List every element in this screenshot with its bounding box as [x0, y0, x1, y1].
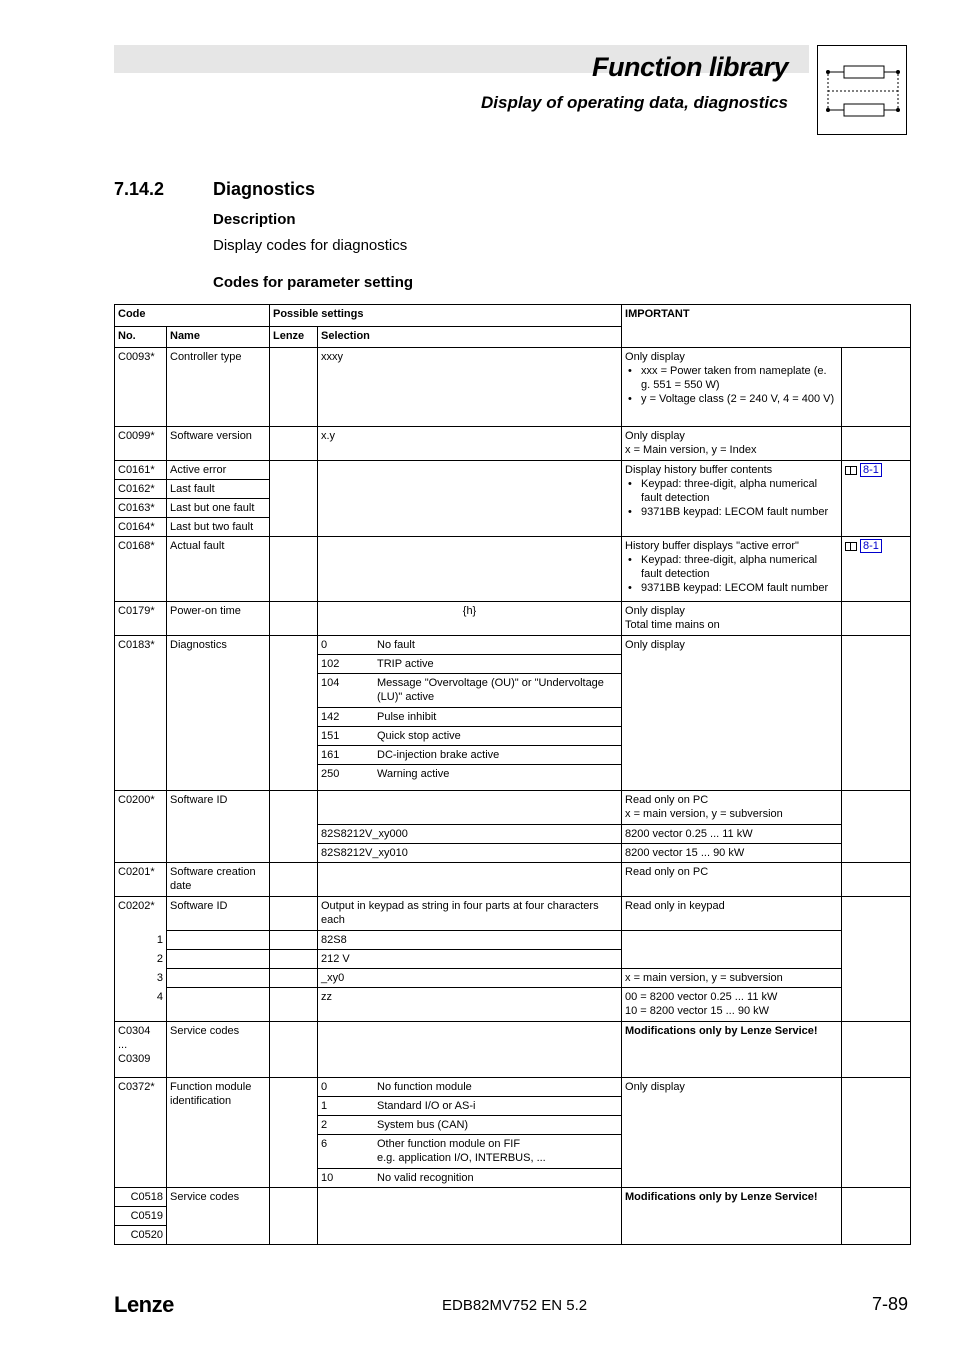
important-text: 10 = 8200 vector 15 ... 90 kW — [625, 1005, 770, 1017]
code-name: Actual fault — [167, 537, 270, 602]
option-value: 2 — [321, 1119, 328, 1131]
selection: 82S8212V_xy010 — [318, 844, 622, 863]
option-note: e.g. application I/O, INTERBUS, ... — [377, 1152, 546, 1164]
selection-option — [318, 1135, 622, 1169]
page-title: Function library — [591, 52, 788, 82]
table-row — [115, 897, 911, 931]
code-name — [167, 969, 270, 988]
table-row — [115, 988, 911, 1022]
header-name: Name — [167, 327, 270, 348]
important-text: Only display — [625, 430, 685, 442]
lenze-value — [270, 537, 318, 602]
code-no: C0161* — [115, 461, 167, 480]
selection-option — [318, 655, 622, 674]
header-no: No. — [115, 327, 167, 348]
subcode-no: 1 — [115, 931, 167, 950]
reference-cell — [842, 1078, 911, 1188]
option-text: System bus (CAN) — [377, 1119, 469, 1131]
selection — [318, 863, 622, 897]
description-text: Display codes for diagnostics — [213, 237, 408, 254]
selection-option — [318, 727, 622, 746]
important-cell — [622, 537, 842, 602]
option-text: Warning active — [377, 768, 450, 780]
code-name: Service codes — [167, 1022, 270, 1078]
lenze-value — [270, 1188, 318, 1245]
bullet-item: • y = Voltage class (2 = 240 V, 4 = 400 V) — [625, 392, 838, 406]
option-text: Other function module on FIF — [377, 1138, 521, 1150]
document-id: EDB82MV752 EN 5.2 — [442, 1297, 588, 1314]
selection — [318, 1022, 622, 1078]
lenze-value — [270, 897, 318, 931]
code-name: Software ID — [167, 791, 270, 863]
important-cell: Read only on PC — [622, 863, 842, 897]
selection-option — [318, 1078, 622, 1097]
important-text: Display history buffer contents — [625, 464, 773, 476]
option-text: Standard I/O or AS-i — [377, 1100, 476, 1112]
subcode-no: 4 — [115, 988, 167, 1022]
selection-option — [318, 636, 622, 655]
important-text: 8200 vector 0.25 ... 11 kW — [622, 825, 842, 844]
option-value: 0 — [321, 1081, 328, 1093]
description-heading: Description — [213, 211, 296, 228]
option-text: TRIP active — [377, 658, 434, 670]
header-code: Code — [115, 305, 270, 327]
important-text: 00 = 8200 vector 0.25 ... 11 kW — [625, 991, 778, 1003]
code-name — [167, 950, 270, 969]
important-cell — [622, 931, 842, 969]
important-cell: Read only in keypad — [622, 897, 842, 931]
important-cell — [622, 791, 842, 825]
important-cell — [622, 602, 842, 636]
reference-cell — [842, 602, 911, 636]
reference-cell — [842, 348, 911, 427]
lenze-value — [270, 863, 318, 897]
page-reference[interactable] — [845, 464, 882, 476]
code-name: Power-on time — [167, 602, 270, 636]
selection — [318, 1188, 622, 1245]
lenze-value — [270, 348, 318, 427]
page-reference[interactable] — [845, 540, 882, 552]
option-value: 104 — [321, 677, 340, 689]
code-name: Service codes — [167, 1188, 270, 1245]
code-no — [115, 1022, 167, 1078]
code-no: C0200* — [115, 791, 167, 863]
bullet-item: • xxx = Power taken from nameplate (e. g. 551 = 550 W) — [625, 364, 838, 392]
lenze-value — [270, 950, 318, 969]
code-no-end: C0309 — [118, 1053, 151, 1065]
table-row — [115, 1188, 911, 1207]
code-no: C0168* — [115, 537, 167, 602]
selection-option — [318, 1097, 622, 1116]
code-no: C0164* — [115, 518, 167, 537]
selection — [318, 537, 622, 602]
important-cell: Modifications only by Lenze Service! — [622, 1188, 842, 1245]
subcode-no: 2 — [115, 950, 167, 969]
code-no: C0093* — [115, 348, 167, 427]
bullet-item: • Keypad: three-digit, alpha numerical fault detection — [625, 553, 838, 581]
page-number: 7-89 — [871, 1294, 908, 1314]
table-row — [115, 537, 911, 602]
selection: Output in keypad as string in four parts at four characters each — [318, 897, 622, 931]
table-row — [115, 1022, 911, 1078]
selection-option — [318, 674, 622, 708]
option-text: Quick stop active — [377, 730, 461, 742]
code-name: Last but two fault — [167, 518, 270, 537]
selection: {h} — [318, 602, 622, 636]
important-cell: Only display — [622, 636, 842, 791]
option-value: 1 — [321, 1100, 328, 1112]
book-icon — [845, 542, 857, 551]
code-no: C0519 — [115, 1207, 167, 1226]
table-row — [115, 461, 911, 480]
lenze-value — [270, 931, 318, 950]
reference-cell — [842, 897, 911, 1022]
option-value: 6 — [321, 1138, 328, 1150]
important-text: x = main version, y = subversion — [622, 969, 842, 988]
bullet-item: • 9371BB keypad: LECOM fault number — [625, 581, 838, 595]
selection: 212 V — [318, 950, 622, 969]
header-selection: Selection — [318, 327, 622, 348]
code-name: Diagnostics — [167, 636, 270, 791]
code-no: C0099* — [115, 427, 167, 461]
option-value: 250 — [321, 768, 340, 780]
lenze-value — [270, 988, 318, 1022]
option-value: 151 — [321, 730, 340, 742]
selection: _xy0 — [318, 969, 622, 988]
option-text: Message "Overvoltage (OU)" or "Undervoltage (LU)" active — [377, 677, 604, 703]
important-text: Only display — [625, 351, 685, 363]
code-name: Controller type — [167, 348, 270, 427]
table-row — [115, 427, 911, 461]
option-text: No function module — [377, 1081, 472, 1093]
important-cell — [622, 348, 842, 427]
code-name — [167, 931, 270, 950]
header-lenze: Lenze — [270, 327, 318, 348]
selection — [318, 791, 622, 825]
lenze-value — [270, 791, 318, 863]
codes-heading: Codes for parameter setting — [213, 274, 414, 291]
selection: 82S8 — [318, 931, 622, 950]
lenze-value — [270, 1078, 318, 1188]
important-cell — [622, 988, 842, 1022]
codes-table — [114, 304, 911, 1245]
option-text: Pulse inhibit — [377, 711, 437, 723]
selection — [318, 461, 622, 537]
option-text: No fault — [377, 639, 415, 651]
table-row — [115, 791, 911, 825]
code-no: C0520 — [115, 1226, 167, 1245]
code-name — [167, 988, 270, 1022]
code-name: Software ID — [167, 897, 270, 931]
important-text: History buffer displays "active error" — [625, 540, 799, 552]
reference-link[interactable]: 8-1 — [860, 539, 882, 553]
code-no-range: ... — [118, 1039, 128, 1051]
lenze-value — [270, 636, 318, 791]
reference-cell — [842, 1022, 911, 1078]
code-name: Software creation date — [167, 863, 270, 897]
reference-link[interactable]: 8-1 — [860, 463, 882, 477]
reference-cell — [842, 1188, 911, 1245]
code-no: C0372* — [115, 1078, 167, 1188]
important-text: 8200 vector 15 ... 90 kW — [622, 844, 842, 863]
table-row — [115, 602, 911, 636]
bullet-item: • 9371BB keypad: LECOM fault number — [625, 505, 838, 519]
lenze-value — [270, 602, 318, 636]
table-row — [115, 636, 911, 655]
reference-cell — [842, 863, 911, 897]
lenze-value — [270, 427, 318, 461]
header-important: IMPORTANT — [622, 305, 911, 348]
option-value: 161 — [321, 749, 340, 761]
code-no: C0201* — [115, 863, 167, 897]
selection: xxxy — [318, 348, 622, 427]
table-row — [115, 931, 911, 950]
important-cell: Modifications only by Lenze Service! — [622, 1022, 842, 1078]
selection-option — [318, 746, 622, 765]
selection-option — [318, 708, 622, 727]
code-no: C0163* — [115, 499, 167, 518]
lenze-value — [270, 1022, 318, 1078]
important-text: Read only on PC — [625, 794, 709, 806]
table-row — [115, 969, 911, 988]
table-row — [115, 348, 911, 427]
code-name: Software version — [167, 427, 270, 461]
section-number: 7.14.2 — [114, 179, 165, 199]
option-text: DC-injection brake active — [377, 749, 500, 761]
selection: 82S8212V_xy000 — [318, 825, 622, 844]
code-name: Function module identification — [167, 1078, 270, 1188]
lenze-logo: Lenze — [114, 1292, 174, 1317]
option-text: No valid recognition — [377, 1172, 474, 1184]
reference-cell — [842, 791, 911, 863]
code-name: Last but one fault — [167, 499, 270, 518]
reference-cell — [842, 461, 911, 537]
option-value: 102 — [321, 658, 340, 670]
code-no: C0162* — [115, 480, 167, 499]
option-value: 0 — [321, 639, 328, 651]
important-cell — [622, 461, 842, 537]
important-text: Only display — [625, 605, 685, 617]
book-icon — [845, 466, 857, 475]
function-block-icon — [817, 45, 907, 135]
important-cell — [622, 427, 842, 461]
important-text: Total time mains on — [625, 619, 720, 631]
header-possible-settings: Possible settings — [270, 305, 622, 327]
code-name: Last fault — [167, 480, 270, 499]
lenze-value — [270, 969, 318, 988]
option-value: 142 — [321, 711, 340, 723]
reference-cell — [842, 427, 911, 461]
code-no: C0518 — [115, 1188, 167, 1207]
selection-option — [318, 765, 622, 791]
section-title: Diagnostics — [213, 179, 316, 199]
code-no: C0179* — [115, 602, 167, 636]
table-row — [115, 863, 911, 897]
selection: x.y — [318, 427, 622, 461]
reference-cell — [842, 636, 911, 791]
selection-option — [318, 1116, 622, 1135]
code-no: C0202* — [115, 897, 167, 931]
important-cell: Only display — [622, 1078, 842, 1188]
option-value: 10 — [321, 1172, 334, 1184]
lenze-value — [270, 461, 318, 537]
table-row — [115, 1078, 911, 1097]
code-name: Active error — [167, 461, 270, 480]
code-no-start: C0304 — [118, 1025, 151, 1037]
subcode-no: 3 — [115, 969, 167, 988]
reference-cell — [842, 537, 911, 602]
bullet-item: • Keypad: three-digit, alpha numerical fault detection — [625, 477, 838, 505]
selection: zz — [318, 988, 622, 1022]
selection-option — [318, 1169, 622, 1188]
code-no: C0183* — [115, 636, 167, 791]
page-subtitle: Display of operating data, diagnostics — [481, 93, 788, 112]
important-text: x = Main version, y = Index — [625, 444, 757, 456]
important-text: x = main version, y = subversion — [625, 808, 783, 820]
